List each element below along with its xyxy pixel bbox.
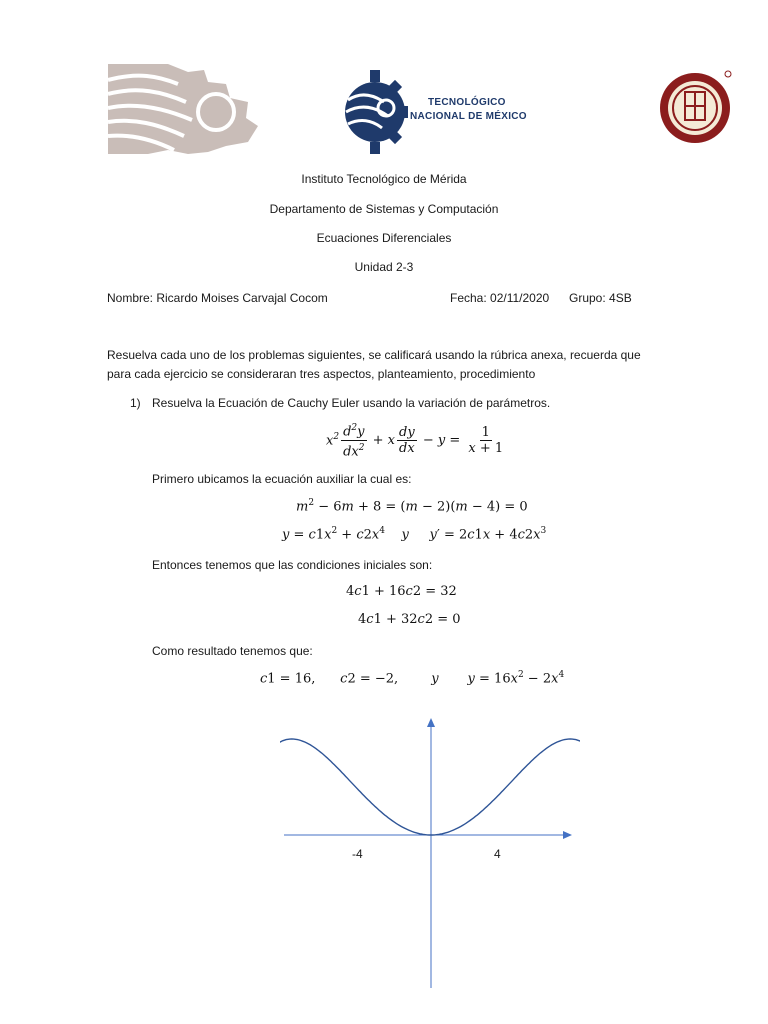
condition-equation-2: 4c1 + 32c2 = 0: [358, 612, 461, 627]
step-result: Como resultado tenemos que:: [152, 644, 313, 658]
solution-curve: [280, 739, 580, 973]
instituto-seal-logo: [658, 68, 734, 148]
student-name: Nombre: Ricardo Moises Carvajal Cocom: [107, 291, 328, 305]
auxiliary-equation: $m^2 - 6m + 8 = (m - 2)(m - 4) = 0$: [296, 498, 528, 515]
department-title: Departamento de Sistemas y Computación: [269, 202, 499, 216]
date-field: Fecha: 02/11/2020: [450, 291, 550, 305]
course-title: Ecuaciones Diferenciales: [316, 231, 452, 245]
solution-graph: [280, 716, 580, 996]
step-auxiliary: Primero ubicamos la ecuación auxiliar la cual es:: [152, 472, 412, 486]
group-field: Grupo: 4SB: [569, 291, 632, 305]
x-axis-arrow-icon: [563, 831, 572, 839]
instructions-line1: Resuelva cada uno de los problemas siguientes, se calificará usando la rúbrica anexa, recuerda que: [107, 348, 641, 362]
instructions-line2: para cada ejercicio se consideraran tres aspectos, planteamiento, procedimiento: [107, 367, 536, 381]
problem-number: 1): [130, 396, 141, 410]
nacional-logo: [340, 66, 530, 158]
x-label-right: 4: [494, 847, 501, 861]
y-axis-arrow-icon: [427, 718, 435, 727]
step-initial-conditions: Entonces tenemos que las condiciones iniciales son:: [152, 558, 433, 572]
nacional-logo-line1: TECNOLÓGICO: [428, 97, 506, 108]
x-label-left: -4: [352, 847, 363, 861]
unit-title: Unidad 2-3: [354, 260, 414, 274]
institution-title: Instituto Tecnológico de Mérida: [301, 172, 467, 186]
condition-equation-1: 4c1 + 16c2 = 32: [346, 584, 457, 599]
problem-statement: Resuelva la Ecuación de Cauchy Euler usando la variación de parámetros.: [152, 396, 551, 410]
general-solution: $y = c1x^2 + c2x^4$ y $y' = 2c1x + 4c2x^3$: [282, 526, 547, 543]
left-logo: [108, 62, 258, 156]
nacional-logo-line2: NACIONAL DE MÉXICO: [410, 111, 527, 122]
cauchy-euler-equation: $x^2$ $\frac{d^2y}{dx^2}$ + x $\frac{dy}{dx}$ − y = $\frac{1}{x + 1}$: [326, 423, 504, 459]
result-equation: c1 = 16, c2 = −2, y $y = 16x^2 - 2x^4$: [260, 670, 565, 687]
